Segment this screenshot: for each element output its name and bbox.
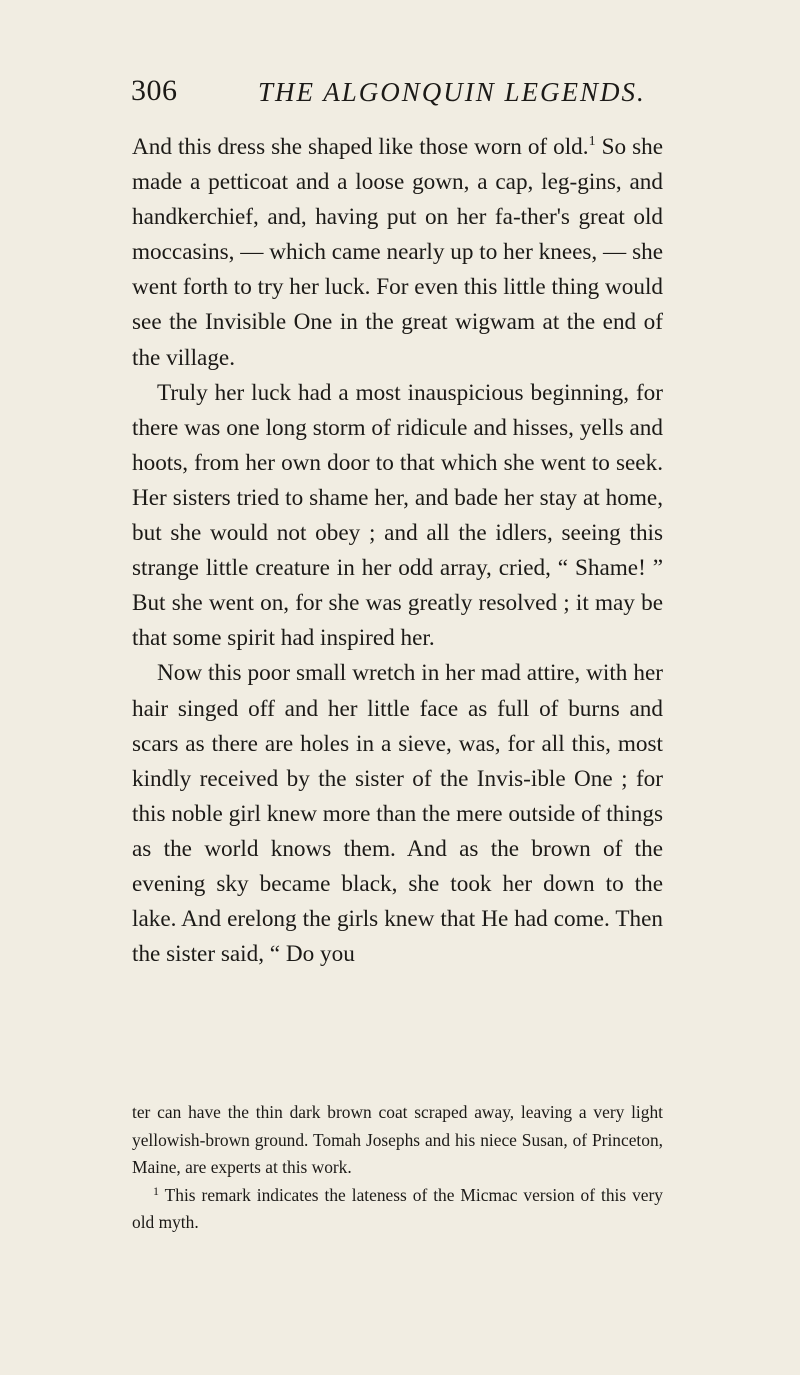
- paragraph-1-rest: So she made a petticoat and a loose gown, a cap, leg-gins, and handkerchief, and, having put on her fa-ther's great old moccasins, — which came nearly up to her knees, — she went forth to try her luck. For even this little thing would see the Invisible One in the great wigwam at the end of the village.: [132, 134, 663, 371]
- footnotes: [132, 1099, 663, 1237]
- paragraph-1-start: And this dress she shaped like those worn of old.: [132, 134, 589, 160]
- footnote-1-mark: 1: [153, 1183, 159, 1198]
- page-header: [0, 74, 800, 114]
- footnote-continued: ter can have the thin dark brown coat scraped away, leaving a very light yellowish-brown ground. Tomah Josephs and his niece Susan, of Princeton, Maine, are experts at this work.: [132, 1102, 663, 1178]
- footnote-1: [132, 1182, 663, 1237]
- running-head: THE ALGONQUIN LEGENDS.: [258, 77, 646, 107]
- footnote-1-text: This remark indicates the lateness of the Micmac version of this very old myth.: [132, 1184, 663, 1233]
- paragraph-3: Now this poor small wretch in her mad attire, with her hair singed off and her little face as full of burns and scars as there are holes in a sieve, was, for all this, most kindly received by the sister of the Invis-ible One ; for this noble girl knew more than the mere outside of things as the world knows them. And as the brown of the evening sky became black, she took her down to the lake. And erelong the girls knew that He had come. Then the sister said, “ Do you: [132, 660, 663, 968]
- paragraph-2: Truly her luck had a most inauspicious beginning, for there was one long storm of ridicule and hisses, yells and hoots, from her own door to that which she went to seek. Her sisters tried to shame her, and bade her stay at home, but she would not obey ; and all the idlers, seeing this strange little creature in her odd array, cried, “ Shame! ” But she went on, for she was greatly resolved ; it may be that some spirit had inspired her.: [132, 379, 663, 652]
- paragraph-1: [132, 130, 663, 376]
- footnote-reference: 1: [588, 134, 596, 149]
- page-number: 306: [131, 74, 178, 107]
- body-text: [132, 130, 663, 972]
